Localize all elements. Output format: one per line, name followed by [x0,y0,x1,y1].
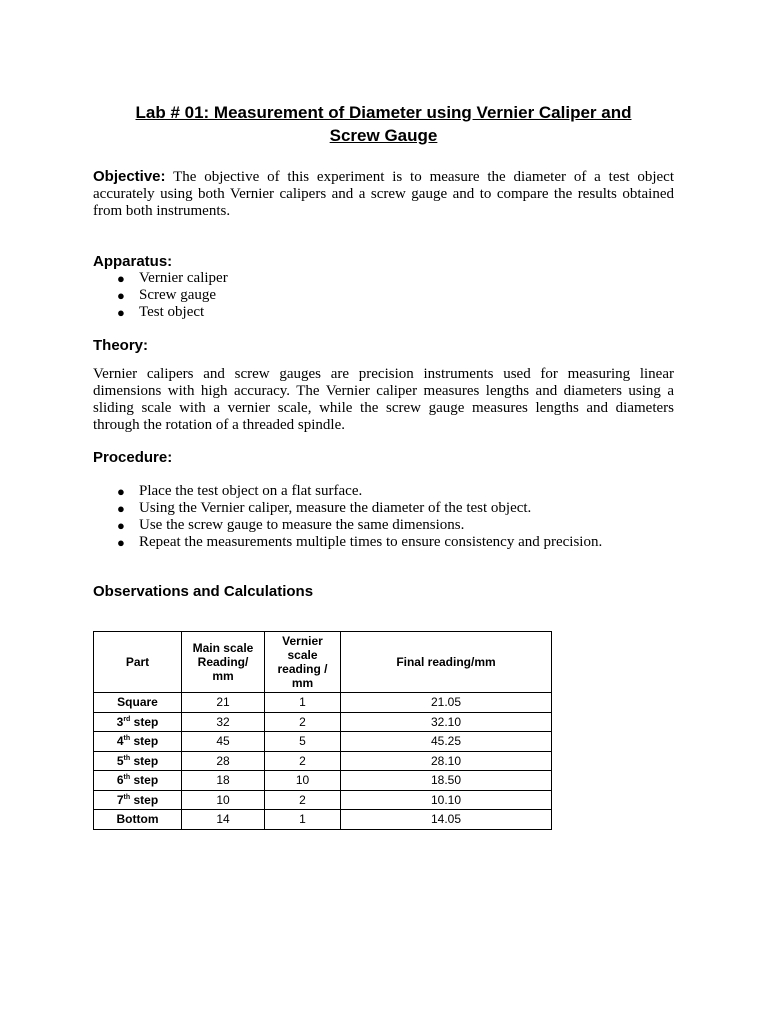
theory-paragraph: Vernier calipers and screw gauges are precision instruments used for measuring linear dimensions with high accuracy. The Vernier caliper measures lengths and diameters using a sliding scale with a vernier scale, while the screw gauge measures lengths and diameters through the rotation of a threaded spindle. [93,366,674,433]
vernier-scale-cell: 1 [265,810,341,830]
bullet-icon: ● [117,288,125,303]
part-cell: Square [94,693,182,713]
page-title [93,101,674,147]
part-cell: 4th step [94,732,182,752]
list-item: ● Vernier caliper [117,270,228,286]
table-header-row [94,632,552,693]
header-final-reading: Final reading/mm [341,632,552,693]
objective-paragraph [93,168,674,220]
part-cell: 6th step [94,771,182,791]
vernier-scale-cell: 2 [265,751,341,771]
main-scale-cell: 32 [182,712,265,732]
table-row [94,790,552,810]
vernier-scale-cell: 1 [265,693,341,713]
final-reading-cell: 18.50 [341,771,552,791]
objective-text: The objective of this experiment is to measure the diameter of a test object accurately using both Vernier calipers and a screw gauge and to compare the results obtained from both instruments. [93,169,674,219]
apparatus-heading: Apparatus: [93,253,173,270]
list-item: ● Screw gauge [117,287,217,303]
final-reading-cell: 14.05 [341,810,552,830]
list-item: ● Use the screw gauge to measure the same dimensions. [117,517,465,533]
observations-table [93,631,552,830]
vernier-scale-cell: 2 [265,712,341,732]
main-scale-cell: 14 [182,810,265,830]
list-item: ● Place the test object on a flat surface. [117,483,363,499]
table-row [94,712,552,732]
part-cell: 7th step [94,790,182,810]
bullet-icon: ● [117,535,125,550]
list-item: ● Test object [117,304,205,320]
final-reading-cell: 45.25 [341,732,552,752]
main-scale-cell: 10 [182,790,265,810]
table-row [94,693,552,713]
header-vernier-scale: Vernier scale reading / mm [265,632,341,693]
title-line-1: Lab # 01: Measurement of Diameter using Vernier Caliper and [135,103,632,122]
part-cell: 5th step [94,751,182,771]
vernier-scale-cell: 2 [265,790,341,810]
main-scale-cell: 21 [182,693,265,713]
final-reading-cell: 21.05 [341,693,552,713]
vernier-scale-cell: 5 [265,732,341,752]
vernier-scale-cell: 10 [265,771,341,791]
header-part: Part [94,632,182,693]
main-scale-cell: 45 [182,732,265,752]
apparatus-list [93,270,674,321]
final-reading-cell: 28.10 [341,751,552,771]
title-line-2: Screw Gauge [329,126,438,145]
part-cell: 3rd step [94,712,182,732]
objective-label: Objective: [93,168,166,185]
main-scale-cell: 28 [182,751,265,771]
table-row [94,732,552,752]
final-reading-cell: 10.10 [341,790,552,810]
list-item: ● Using the Vernier caliper, measure the diameter of the test object. [117,500,532,516]
bullet-icon: ● [117,271,125,286]
bullet-icon: ● [117,501,125,516]
procedure-list [93,483,674,551]
bullet-icon: ● [117,518,125,533]
final-reading-cell: 32.10 [341,712,552,732]
part-cell: Bottom [94,810,182,830]
list-item: ● Repeat the measurements multiple times to ensure consistency and precision. [117,534,603,550]
procedure-heading: Procedure: [93,449,173,466]
table-row [94,810,552,830]
table-row [94,771,552,791]
main-scale-cell: 18 [182,771,265,791]
bullet-icon: ● [117,305,125,320]
bullet-icon: ● [117,484,125,499]
observations-heading: Observations and Calculations [93,583,314,600]
theory-heading: Theory: [93,337,149,354]
table-row [94,751,552,771]
header-main-scale: Main scale Reading/ mm [182,632,265,693]
